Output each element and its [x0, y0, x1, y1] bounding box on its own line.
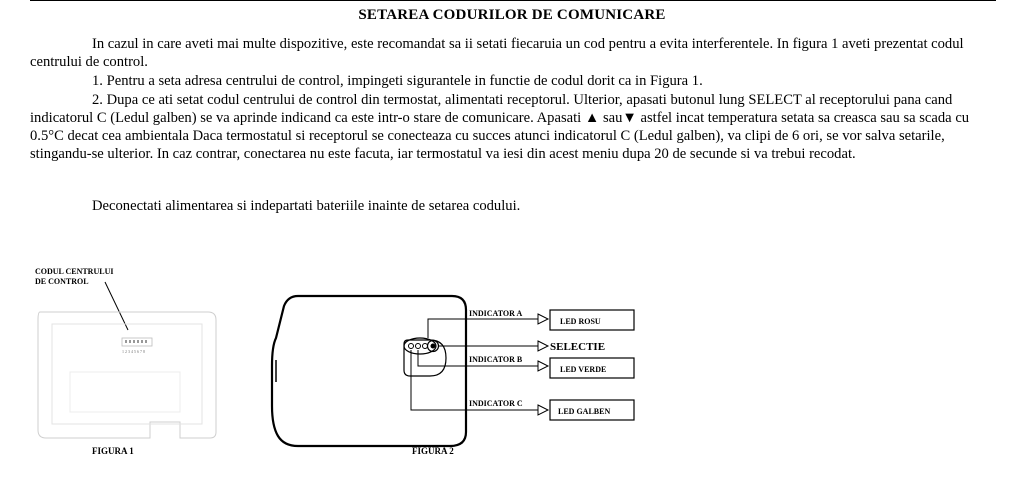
selectie-label: SELECTIE: [550, 341, 606, 353]
led-a-icon: [409, 344, 414, 349]
figure-2-button-cluster-outline: [404, 340, 446, 376]
led-verde-label: LED VERDE: [560, 365, 607, 374]
indicator-a-label: INDICATOR A: [469, 309, 523, 318]
figure-1-label-line1: CODUL CENTRULUI: [35, 267, 114, 276]
figure-1-device-outline: [38, 312, 216, 438]
page-title: SETAREA CODURILOR DE COMUNICARE: [358, 7, 666, 23]
figure-1-pointer-line: [105, 282, 128, 330]
figure-1-lower-panel: [70, 372, 180, 412]
figure-1-switch-digits: 1 2 3 4 5 6 7 8: [122, 349, 145, 354]
figure-1-label-line2: DE CONTROL: [35, 277, 89, 286]
top-rule: [30, 0, 996, 1]
figure-2-caption: FIGURA 2: [412, 446, 454, 456]
led-galben-label: LED GALBEN: [558, 407, 611, 416]
led-c-icon: [423, 344, 428, 349]
dip-switch: [141, 340, 143, 343]
indicator-c-arrow: [538, 405, 548, 415]
paragraph-step-2: 2. Dupa ce ati setat codul centrului de control din termostat, alimentati receptorul. Ulterior, apasati butonul lung SELECT al receptorului pana cand indicatorul C (Ledul galben) se va aprinde indicand ca este intr-o stare de comunicare. Apasati ▲ sau▼ astfel incat temperatura setata sa creasca sau sa scada cu 0.5°C decat cea ambientala Daca termostatul si receptorul se conecteaza cu succes atunci indicatorul C (Ledul galben), va clipi de 6 ori, se vor salva setarile, stingandu-se ulterior. In caz contrar, conectarea nu este facuta, iar termostatul va iesi din acest meniu dupa 20 de secunde si va trebui recodat.: [30, 92, 970, 163]
dip-switch: [137, 340, 139, 343]
indicator-c-label: INDICATOR C: [469, 399, 523, 408]
paragraph-intro: In cazul in care aveti mai multe dispozitive, este recomandat sa ii setati fiecaruia un cod pentru a evita interferentele. In figura 1 aveti prezentat codul centrului de control.: [30, 36, 964, 71]
indicator-b-arrow: [538, 361, 548, 371]
dip-switch: [133, 340, 135, 343]
indicator-a-arrow: [538, 314, 548, 324]
figure-1-thermostat: [30, 262, 230, 462]
figure-2-receiver: [270, 286, 650, 466]
dip-switch: [125, 340, 127, 343]
indicator-a-leader: [428, 319, 538, 338]
paragraph-step-1: 1. Pentru a seta adresa centrului de control, impingeti sigurantele in functie de codul dorit ca in Figura 1.: [92, 73, 703, 89]
led-b-icon: [416, 344, 421, 349]
dip-switch: [129, 340, 131, 343]
selectie-arrow: [538, 341, 548, 351]
dip-switch: [145, 340, 147, 343]
led-rosu-label: LED ROSU: [560, 317, 601, 326]
select-button-inner: [431, 344, 436, 349]
figure-1-caption: FIGURA 1: [92, 446, 134, 456]
paragraph-warning: Deconectati alimentarea si indepartati bateriile inainte de setarea codului.: [92, 198, 521, 214]
indicator-b-label: INDICATOR B: [469, 355, 523, 364]
